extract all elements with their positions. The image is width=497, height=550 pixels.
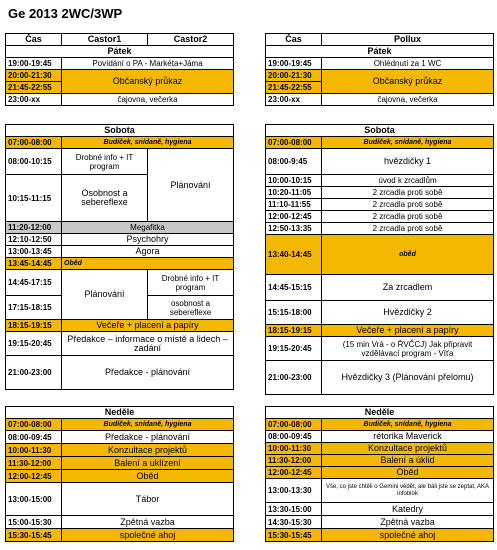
activity-cell: Zpětná vazba (322, 516, 494, 529)
activity-cell: čajovna, večerka (322, 94, 494, 106)
activity-cell: Budíček, snídaně, hygiena (322, 137, 494, 149)
time-cell: 08:00-09:45 (6, 431, 62, 444)
time-cell: 21:00-23:00 (266, 361, 322, 395)
activity-cell: Budíček, snídaně, hygiena (322, 419, 494, 431)
activity-cell: Katedry (322, 503, 494, 516)
time-cell: 23:00-xx (266, 94, 322, 106)
time-cell: 13:40-14:45 (266, 235, 322, 275)
time-cell: 13:30-15:00 (266, 503, 322, 516)
activity-cell: 2 zrcadla proti sobě (322, 223, 494, 235)
time-cell: 11:10-11:55 (266, 199, 322, 211)
activity-cell: Plánování (148, 149, 234, 222)
time-cell: 11:30-12:00 (266, 455, 322, 467)
time-cell: 13:00-15:00 (6, 483, 62, 516)
pollux-header: Pollux (322, 34, 494, 46)
activity-cell: 2 zrcadla proti sobě (322, 199, 494, 211)
activity-cell: Předakce - plánování (62, 431, 234, 444)
activity-cell: Večeře + placení a papíry (322, 325, 494, 337)
activity-cell: hvězdičky 1 (322, 149, 494, 175)
time-header: Čas (6, 34, 62, 46)
activity-cell: Drobné info + IT program (148, 270, 234, 296)
castor1-header: Castor1 (62, 34, 148, 46)
activity-cell: Drobné info + IT program (62, 149, 148, 175)
time-cell: 19:00-19:45 (266, 58, 322, 70)
right-friday-table (265, 33, 494, 106)
time-header: Čas (266, 34, 322, 46)
activity-cell: Tábor (62, 483, 234, 516)
day-header-sobota: Sobota (6, 125, 234, 137)
time-cell: 11:20-12:00 (6, 222, 62, 234)
activity-cell: oběd (322, 235, 494, 275)
time-cell: 13:00-13:30 (266, 479, 322, 503)
time-cell: 12:00-12:45 (266, 211, 322, 223)
time-cell: 19:15-20:45 (6, 332, 62, 356)
activity-cell: čajovna, večerka (62, 94, 234, 106)
time-cell: 17:15-18:15 (6, 296, 62, 320)
time-cell: 14:45-15:15 (266, 275, 322, 301)
activity-cell: Zpětná vazba (62, 516, 234, 529)
day-header-sobota: Sobota (266, 125, 494, 137)
castor2-header: Castor2 (148, 34, 234, 46)
time-cell: 15:15-18:00 (266, 301, 322, 325)
activity-cell: Oběd (62, 470, 234, 483)
time-cell: 08:00-10:15 (6, 149, 62, 175)
time-cell: 15:30-15:45 (6, 529, 62, 542)
time-cell: 08:00-9:45 (266, 149, 322, 175)
left-friday-table (5, 33, 234, 106)
activity-cell: Oběd (322, 467, 494, 479)
activity-cell: Večeře + placení a papíry (62, 320, 234, 332)
activity-cell: 2 zrcadla proti sobě (322, 211, 494, 223)
time-cell: 20:00-21:30 (6, 70, 62, 82)
time-cell: 11:30-12:00 (6, 457, 62, 470)
left-saturday-table (5, 124, 234, 390)
time-cell: 07:00-08:00 (6, 137, 62, 149)
time-cell: 15:00-15:30 (6, 516, 62, 529)
time-cell: 12:00-12:45 (266, 467, 322, 479)
activity-cell: Předakce – informace o místě a lidech – zadání (62, 332, 234, 356)
activity-cell: rétorika Maverick (322, 431, 494, 443)
activity-cell: 2 zrcadla proti sobě (322, 187, 494, 199)
activity-cell: Vše, co jste chtěli o Gemini vědět, ale báli jste se zeptat, AKA infoblok (322, 479, 494, 503)
time-cell: 07:00-08:00 (266, 137, 322, 149)
activity-cell: Balení a úklid (322, 455, 494, 467)
day-header-patek: Pátek (266, 46, 494, 58)
activity-cell: Předakce - plánování (62, 356, 234, 390)
time-cell: 13:45-14:45 (6, 258, 62, 270)
time-cell: 10:15-11:15 (6, 175, 62, 222)
activity-cell: Občanský průkaz (62, 70, 234, 94)
time-cell: 12:50-13:35 (266, 223, 322, 235)
activity-cell: Osobnost a sebereflexe (62, 175, 148, 222)
activity-cell: Psychohry (62, 234, 234, 246)
activity-cell: Občanský průkaz (322, 70, 494, 94)
activity-cell: Za zrcadlem (322, 275, 494, 301)
time-cell: 14:30-15:30 (266, 516, 322, 529)
activity-cell: Agora (62, 246, 234, 258)
right-sunday-table (265, 406, 494, 542)
time-cell: 19:00-19:45 (6, 58, 62, 70)
time-cell: 08:00-09:45 (266, 431, 322, 443)
time-cell: 10:00-11:30 (266, 443, 322, 455)
time-cell: 23:00-xx (6, 94, 62, 106)
time-cell: 18:15-19:15 (266, 325, 322, 337)
time-cell: 21:45-22:55 (266, 82, 322, 94)
activity-cell: Hvězdičky 2 (322, 301, 494, 325)
activity-cell: Konzultace projektů (62, 444, 234, 457)
time-cell: 10:00-11:30 (6, 444, 62, 457)
time-cell: 13:00-13:45 (6, 246, 62, 258)
activity-cell: úvod k zrcadlům (322, 175, 494, 187)
left-sunday-table (5, 406, 234, 542)
activity-cell: Balení a uklízení (62, 457, 234, 470)
time-cell: 12:00-12:45 (6, 470, 62, 483)
activity-cell: Oběd (62, 258, 234, 270)
day-header-nedele: Neděle (266, 407, 494, 419)
activity-cell: Plánování (62, 270, 148, 320)
activity-cell: (15 min Vrá - o ŘVČCJ) Jak připravit vzdělávací program - Víťa (322, 337, 494, 361)
page-title: Ge 2013 2WC/3WP (8, 6, 123, 21)
time-cell: 07:00-08:00 (266, 419, 322, 431)
time-cell: 21:45-22:55 (6, 82, 62, 94)
activity-cell: Povídání o PA - Markéta+Jáma (62, 58, 234, 70)
time-cell: 07:00-08:00 (6, 419, 62, 431)
time-cell: 20:00-21:30 (266, 70, 322, 82)
activity-cell: společné ahoj (62, 529, 234, 542)
day-header-nedele: Neděle (6, 407, 234, 419)
time-cell: 21:00-23:00 (6, 356, 62, 390)
time-cell: 18:15-19:15 (6, 320, 62, 332)
time-cell: 14:45-17:15 (6, 270, 62, 296)
activity-cell: Hvězdičky 3 (Plánování přelomu) (322, 361, 494, 395)
day-header-patek: Pátek (6, 46, 234, 58)
activity-cell: osobnost a sebereflexe (148, 296, 234, 320)
right-saturday-table (265, 124, 494, 395)
time-cell: 15:30-15:45 (266, 529, 322, 542)
activity-cell: Ohlédnutí za 1 WC (322, 58, 494, 70)
time-cell: 12:10-12:50 (6, 234, 62, 246)
activity-cell: Budíček, snídaně, hygiena (62, 419, 234, 431)
activity-cell: Megafitka (62, 222, 234, 234)
time-cell: 19:15-20:45 (266, 337, 322, 361)
activity-cell: Konzultace projektů (322, 443, 494, 455)
activity-cell: Budíček, snídaně, hygiena (62, 137, 234, 149)
time-cell: 10:20-11:05 (266, 187, 322, 199)
activity-cell: společné ahoj (322, 529, 494, 542)
time-cell: 10:00-10:15 (266, 175, 322, 187)
